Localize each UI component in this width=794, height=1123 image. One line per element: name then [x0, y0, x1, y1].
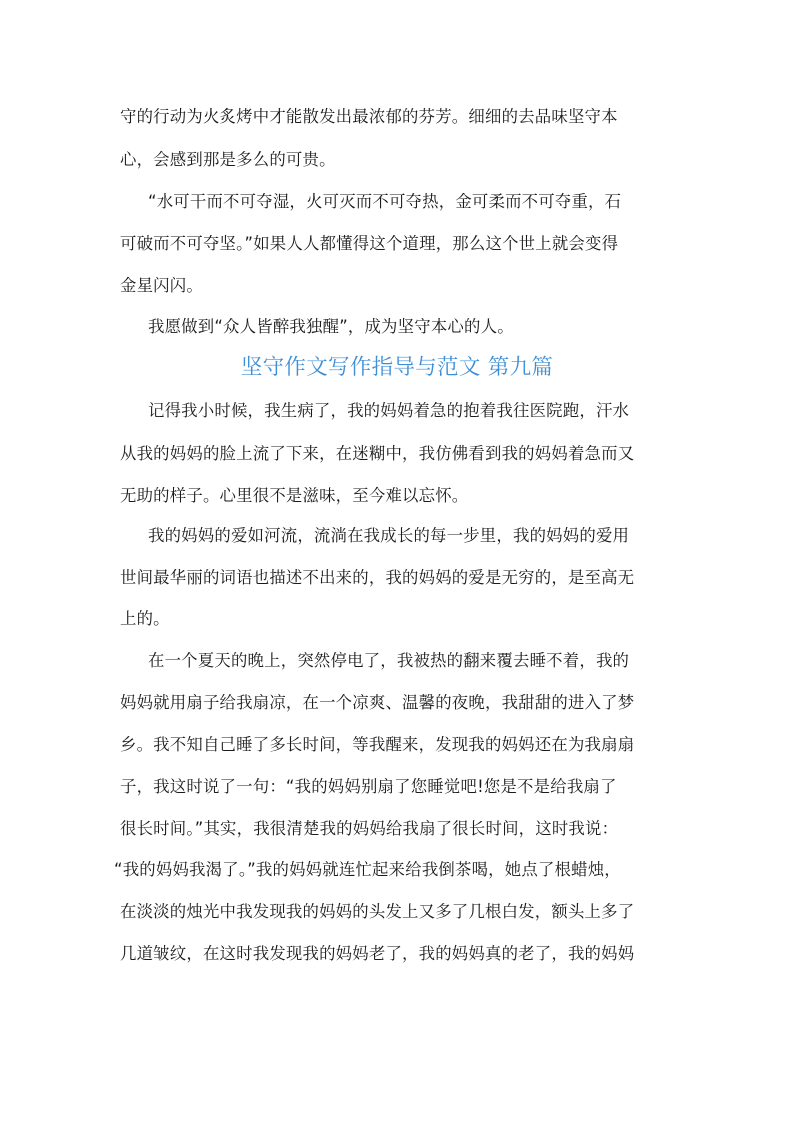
paragraph-line: 上的。	[120, 609, 170, 628]
paragraph-line: 从我的妈妈的脸上流了下来，在迷糊中，我仿佛看到我的妈妈着急而又	[120, 444, 635, 463]
paragraph-line: 乡。我不知自己睡了多长时间，等我醒来，发现我的妈妈还在为我扇扇	[120, 735, 635, 754]
paragraph-line: 记得我小时候，我生病了，我的妈妈着急的抱着我往医院跑，汗水	[148, 401, 630, 420]
paragraph-line: 几道皱纹，在这时我发现我的妈妈老了，我的妈妈真的老了，我的妈妈	[120, 944, 635, 963]
paragraph-line: 妈妈就用扇子给我扇凉，在一个凉爽、温馨的夜晚，我甜甜的进入了梦	[120, 693, 635, 712]
paragraph-line: 我的妈妈的爱如河流，流淌在我成长的每一步里，我的妈妈的爱用	[148, 526, 630, 545]
paragraph-line: 可破而不可夺坚。”如果人人都懂得这个道理，那么这个世上就会变得	[120, 234, 619, 253]
section-heading: 坚守作文写作指导与范文 第九篇	[240, 355, 554, 380]
paragraph-line: “我的妈妈我渴了。”我的妈妈就连忙起来给我倒茶喝，她点了根蜡烛，	[114, 860, 621, 879]
paragraph-line: 在淡淡的烛光中我发现我的妈妈的头发上又多了几根白发，额头上多了	[120, 902, 635, 921]
paragraph-line: 金星闪闪。	[120, 276, 203, 295]
paragraph-line: “水可干而不可夺湿，火可灭而不可夺热，金可柔而不可夺重，石	[148, 192, 622, 211]
paragraph-line: 我愿做到“众人皆醉我独醒”，成为坚守本心的人。	[148, 317, 514, 336]
paragraph-line: 子，我这时说了一句：“我的妈妈别扇了您睡觉吧!您是不是给我扇了	[120, 777, 617, 796]
paragraph-line: 在一个夏天的晚上，突然停电了，我被热的翻来覆去睡不着，我的	[148, 651, 630, 670]
paragraph-line: 心，会感到那是多么的可贵。	[120, 150, 336, 169]
paragraph-line: 世间最华丽的词语也描述不出来的，我的妈妈的爱是无穷的，是至高无	[120, 568, 635, 587]
paragraph-line: 很长时间。”其实，我很清楚我的妈妈给我扇了很长时间，这时我说：	[120, 819, 619, 838]
paragraph-line: 无助的样子。心里很不是滋味，至今难以忘怀。	[120, 486, 469, 505]
paragraph-line: 守的行动为火炙烤中才能散发出最浓郁的芬芳。细细的去品味坚守本	[120, 107, 618, 126]
